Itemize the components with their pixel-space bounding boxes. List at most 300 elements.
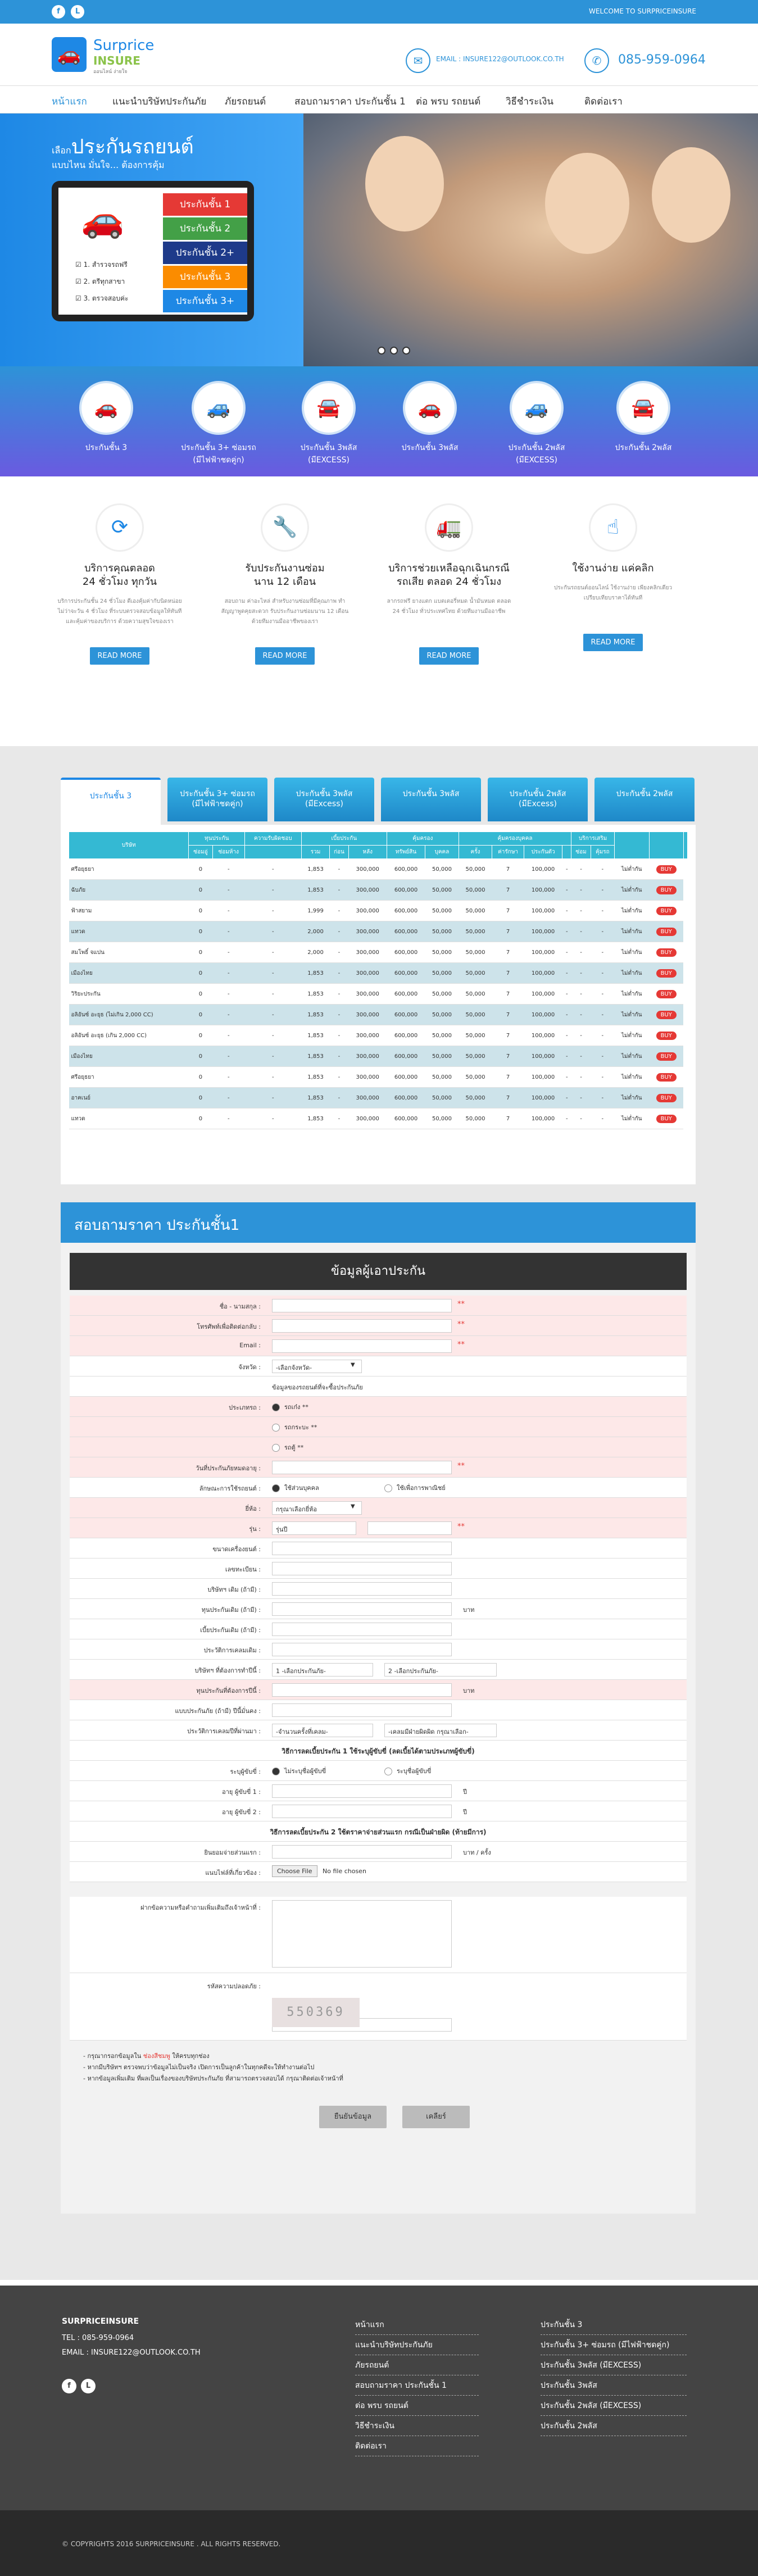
nav-item[interactable]: ต่อ พรบ รถยนต์ <box>416 96 481 107</box>
table-cell: 7 <box>492 1025 524 1046</box>
table-cell: - <box>562 1067 571 1088</box>
plan-item[interactable] <box>64 381 148 454</box>
field-label: อายุ ผู้ขับขี่ 1 : <box>222 1788 261 1796</box>
service-desc: บริการประกันชั้น 24 ชั่วโมง ตีเองคุ้มค่ากับนิดหน่อยไม่ว่าจะวัน 4 ชั่วโมง ที่ระบบตรวจสอบข้อมูลให้ทันที และคุ้มค่าของบริการ ด้วยความสุขใจของเรา <box>57 598 182 625</box>
table-cell: - <box>591 1025 614 1046</box>
text-input[interactable] <box>272 1542 452 1555</box>
radio-label: ระบุชื่อผู้ขับขี่ <box>397 1768 432 1775</box>
plan-label: ประกันชั้น 3พลัส <box>401 443 459 452</box>
company-name: อลิอันซ์ อะยุธ (ไม่เกิน 2,000 CC) <box>69 1005 189 1025</box>
table-cell: 7 <box>492 984 524 1005</box>
table-cell: 50,000 <box>459 921 492 942</box>
table-cell: 50,000 <box>459 1046 492 1067</box>
table-cell: 100,000 <box>524 984 562 1005</box>
main-nav <box>0 85 758 113</box>
field-label: ทุนประกันเดิม (ถ้ามี) : <box>201 1606 261 1614</box>
table-cell: 50,000 <box>459 901 492 921</box>
table-cell: ไม่ต่ำกัน <box>614 1108 649 1129</box>
buy-cell <box>649 1046 683 1067</box>
line-icon[interactable]: L <box>71 5 84 19</box>
field-label: Email : <box>239 1342 261 1349</box>
unit-label: บาท / ครั้ง <box>463 1849 491 1856</box>
unit-label: ปี <box>463 1809 467 1816</box>
site-logo[interactable] <box>52 34 209 76</box>
reset-button[interactable]: เคลียร์ <box>402 2106 470 2128</box>
text-input[interactable] <box>272 1845 452 1859</box>
table-cell: 7 <box>492 1067 524 1088</box>
buy-button[interactable]: BUY <box>656 886 677 894</box>
table-cell: - <box>330 1005 348 1025</box>
footer-link[interactable]: ประกันชั้น 3+ ซ่อมรถ (มีไฟฟ้าชดคู่ก) <box>541 2335 687 2355</box>
buy-cell <box>649 942 683 963</box>
table-cell: 1,853 <box>301 1088 330 1108</box>
table-cell: - <box>562 942 571 963</box>
captcha-row <box>70 1973 687 2041</box>
service-card <box>384 503 514 665</box>
unit-label: บาท <box>463 1687 475 1694</box>
radio-option[interactable] <box>384 1483 446 1493</box>
table-cell: - <box>591 963 614 984</box>
service-icon: 🔧 <box>261 503 309 552</box>
table-cell: 7 <box>492 859 524 880</box>
nav-item[interactable]: ภัยรถยนต์ <box>225 96 266 107</box>
footer-link[interactable]: สอบถามราคา ประกันชั้น 1 <box>355 2375 479 2396</box>
plan-item[interactable] <box>601 381 686 454</box>
table-cell: 1,853 <box>301 859 330 880</box>
company-name: อาคเนย์ <box>69 1088 189 1108</box>
radio-icon[interactable] <box>272 1444 280 1452</box>
text-input[interactable] <box>272 1683 452 1697</box>
hero-photo <box>303 113 758 366</box>
table-cell: - <box>591 1108 614 1129</box>
plan-item[interactable] <box>287 381 371 466</box>
text-input[interactable] <box>272 1623 452 1636</box>
header <box>0 24 758 85</box>
nav-item[interactable]: ติดต่อเรา <box>584 96 623 107</box>
buy-cell <box>649 1005 683 1025</box>
table-cell: 0 <box>189 984 212 1005</box>
table-cell: 1,853 <box>301 1005 330 1025</box>
person-face <box>545 153 629 254</box>
services-section <box>0 476 758 746</box>
table-cell: 50,000 <box>459 1067 492 1088</box>
car-icon: 🚙 <box>192 381 246 435</box>
footer-link[interactable]: ประกันชั้น 2พลัส <box>541 2416 687 2436</box>
buy-cell <box>649 1067 683 1088</box>
copyright-bar <box>0 2510 758 2576</box>
buy-button[interactable]: BUY <box>656 1032 677 1040</box>
buy-button[interactable]: BUY <box>656 907 677 915</box>
form-row <box>70 1821 687 1842</box>
company-name: ศรีอยุธยา <box>69 859 189 880</box>
unit-label: ปี <box>463 1788 467 1796</box>
table-row <box>69 859 688 880</box>
tab-plan[interactable]: ประกันชั้น 3 <box>61 778 161 825</box>
hero-title: เลือกประกันรถยนต์ <box>52 135 194 158</box>
col-resp: ความรับผิดชอบ <box>244 832 301 846</box>
footer-link[interactable]: วิธีชำระเงิน <box>355 2416 479 2436</box>
radio-option[interactable] <box>272 1422 317 1432</box>
table-cell: - <box>330 1088 348 1108</box>
col-person: คุ้มครองบุคคล <box>459 832 571 846</box>
table-cell: - <box>571 901 591 921</box>
table-cell: 600,000 <box>387 1088 425 1108</box>
table-cell: 0 <box>189 1046 212 1067</box>
table-cell: 600,000 <box>387 921 425 942</box>
buy-button[interactable]: BUY <box>656 1011 677 1019</box>
tab-plan[interactable]: ประกันชั้น 3พลัส (มีExcess) <box>274 778 374 821</box>
slider-dot[interactable] <box>378 347 385 355</box>
buy-cell <box>649 859 683 880</box>
buy-button[interactable]: BUY <box>656 865 677 874</box>
footer-menu <box>355 2315 479 2456</box>
text-input[interactable] <box>272 1703 452 1717</box>
buy-button[interactable]: BUY <box>656 1052 677 1061</box>
col-company: บริษัท <box>69 832 189 859</box>
service-icon: ⟳ <box>96 503 144 552</box>
field-label: วันที่ประกันภัยหมดอายุ : <box>196 1465 261 1472</box>
table-cell: 600,000 <box>387 1067 425 1088</box>
table-cell: - <box>562 859 571 880</box>
form-row <box>70 1559 687 1579</box>
text-input[interactable] <box>272 1602 452 1616</box>
table-cell: 0 <box>189 1108 212 1129</box>
nav-item[interactable]: แนะนำบริษัทประกันภัย <box>112 96 207 107</box>
table-cell: - <box>244 921 301 942</box>
table-cell: 0 <box>189 963 212 984</box>
text-input[interactable] <box>272 1784 452 1798</box>
select-dropdown[interactable]: -จำนวนครั้งที่เคลม- <box>272 1724 373 1737</box>
form-row <box>70 1741 687 1761</box>
table-cell: - <box>244 1088 301 1108</box>
service-desc: ประกันรถยนต์ออนไลน์ ใช้งานง่าย เพียงคลิกเดียว เปรียบเทียบราคาได้ทันที <box>553 585 673 601</box>
buy-button[interactable]: BUY <box>656 1115 677 1123</box>
plan-label: ประกันชั้น 2พลัส (มีEXCESS) <box>508 443 565 465</box>
message-textarea[interactable] <box>272 1900 452 1968</box>
service-title: ใช้งานง่าย แค่คลิก <box>572 562 654 574</box>
table-cell: 300,000 <box>348 1088 387 1108</box>
field-label: ประวัติการเคลมเดิม : <box>203 1647 261 1654</box>
service-card <box>220 503 350 665</box>
table-row <box>69 1067 688 1088</box>
radio-icon[interactable] <box>272 1484 280 1492</box>
table-cell: - <box>330 921 348 942</box>
price-section <box>0 746 758 2280</box>
buy-cell <box>649 880 683 901</box>
table-cell: ไม่ต่ำกัน <box>614 984 649 1005</box>
table-cell: 50,000 <box>425 859 459 880</box>
table-cell: 0 <box>189 880 212 901</box>
table-cell: 50,000 <box>459 1025 492 1046</box>
table-cell: - <box>562 963 571 984</box>
form-row <box>70 1639 687 1660</box>
table-cell: - <box>591 880 614 901</box>
field-label: ประวัติการเคลมปีที่ผ่านมา : <box>187 1728 261 1735</box>
nav-item[interactable]: หน้าแรก <box>52 96 87 107</box>
plan-item[interactable] <box>176 381 261 466</box>
text-input[interactable] <box>272 1805 452 1818</box>
read-more-button[interactable]: READ MORE <box>255 647 315 665</box>
table-cell: 1,853 <box>301 1108 330 1129</box>
footer-link[interactable]: แนะนำบริษัทประกันภัย <box>355 2335 479 2355</box>
footer-link[interactable]: ประกันชั้น 3พลัส <box>541 2375 687 2396</box>
text-input[interactable] <box>272 1339 452 1353</box>
table-cell: 50,000 <box>425 1025 459 1046</box>
field-label: ชื่อ - นามสกุล : <box>219 1303 261 1310</box>
table-cell: - <box>571 1067 591 1088</box>
radio-icon[interactable] <box>272 1403 280 1411</box>
captcha-label: รหัสความปลอดภัย : <box>207 1983 261 1990</box>
table-cell: - <box>330 963 348 984</box>
unit-label: บาท <box>463 1606 475 1614</box>
plan-strip <box>0 366 758 476</box>
read-more-button[interactable]: READ MORE <box>90 647 150 665</box>
footer-link[interactable]: ภัยรถยนต์ <box>355 2355 479 2375</box>
facebook-icon[interactable]: f <box>52 5 65 19</box>
plan-item[interactable] <box>388 381 472 454</box>
text-input[interactable]: รุ่นปี <box>272 1521 356 1535</box>
tab-plan[interactable]: ประกันชั้น 2พลัส (มีExcess) <box>488 778 588 821</box>
company-name: ฟ้าสยาม <box>69 901 189 921</box>
footer-tel: TEL : 085-959-0964 <box>62 2334 134 2342</box>
buy-button[interactable]: BUY <box>656 1094 677 1102</box>
table-cell: 7 <box>492 1005 524 1025</box>
table-cell: 1,853 <box>301 1025 330 1046</box>
table-cell: 7 <box>492 880 524 901</box>
select-dropdown[interactable]: -เคลมมีฝ่ายผิดผิด กรุณาเลือก- <box>384 1724 497 1737</box>
radio-icon[interactable] <box>272 1424 280 1432</box>
footer-line-icon[interactable]: L <box>81 2379 96 2393</box>
form-row <box>70 1457 687 1478</box>
slider-dot[interactable] <box>390 347 398 355</box>
table-cell: ไม่ต่ำกัน <box>614 1088 649 1108</box>
footer-link[interactable]: ประกันชั้น 3 <box>541 2315 687 2335</box>
table-cell: 600,000 <box>387 963 425 984</box>
footer-brand: SURPRICEINSURE <box>62 2317 139 2326</box>
table-row <box>69 1088 688 1108</box>
logo-line-1: Surprice <box>93 37 155 54</box>
car-logo-icon: 🚗 <box>52 37 87 72</box>
table-cell: 50,000 <box>425 880 459 901</box>
company-name: สมโพธิ์ จแปน <box>69 942 189 963</box>
table-cell: ไม่ต่ำกัน <box>614 1067 649 1088</box>
table-cell: 600,000 <box>387 1108 425 1129</box>
radio-option[interactable] <box>272 1402 308 1412</box>
footer-link[interactable]: ต่อ พรบ รถยนต์ <box>355 2396 479 2416</box>
read-more-button[interactable]: READ MORE <box>419 647 479 665</box>
footer <box>0 2286 758 2510</box>
table-cell: - <box>591 1088 614 1108</box>
slider-dot[interactable] <box>402 347 410 355</box>
buy-button[interactable]: BUY <box>656 990 677 998</box>
form-row <box>70 1376 687 1397</box>
select-dropdown[interactable]: 1 -เลือกประกันภัย- <box>272 1663 373 1677</box>
table-cell: - <box>212 880 244 901</box>
car-icon: 🚘 <box>616 381 670 435</box>
required-mark: ** <box>457 1523 465 1531</box>
radio-option[interactable] <box>272 1442 303 1452</box>
table-cell: 50,000 <box>459 942 492 963</box>
select-dropdown[interactable]: กรุณาเลือกยี่ห้อ <box>272 1501 362 1515</box>
radio-icon[interactable] <box>272 1768 280 1775</box>
field-label: บริษัทฯ เดิม (ถ้ามี) : <box>207 1586 261 1593</box>
table-cell: 50,000 <box>425 1067 459 1088</box>
buy-button[interactable]: BUY <box>656 948 677 957</box>
field-label: ยินยอมจ่ายส่วนแรก : <box>204 1849 261 1856</box>
message-row <box>70 1897 687 1973</box>
price-table: บริษัท ทุนประกัน ความรับผิดชอบ เบี้ยประกัน คุ้มครอง คุ้มครองบุคคล บริการเสริม ซ่อมอู่ ซ่อมห้าง รวม ก่อน หลัง ทรัพย์สิน บุคคล ครั้ง ค่ารักษา ประกันตัว ซ่อม คุ้มรถ ศรีอยุธยา 0 - - 1,853 - 300,000 600,000 50,000 50,000 7 100,000 - - - ไม่ต่ำกัน BUY ฉับภัย 0 - - 1,853 - 300,000 600,000 50,000 50,000 7 100,000 - - - ไม่ต่ำกัน BUY ฟ้าสยาม 0 - - 1,999 - 300,000 600,000 50,000 50,000 7 100,000 - - - ไม่ต่ำกัน BUY แทวด 0 - - 2,000 - 300,000 600,000 50,000 50,000 7 100,000 - - - ไม่ต่ำกัน BUY สมโพธิ์ จแปน 0 - - 2,000 - 300,000 600,000 50,000 50,000 7 100,000 - - - ไม่ต่ำกัน BUY เมืองไทย 0 - - 1,853 - 300,000 600,000 50,000 50,000 7 100,000 - - - ไม่ต่ำกัน BUY วิริยะประกัน 0 - - 1,853 - 300,000 600,000 50,000 50,000 7 100,000 - - - ไม่ต่ำกัน BUY อลิอันซ์ อะยุธ (ไม่เกิน 2,000 CC) 0 - - 1,853 - 300,000 600,000 50,000 50,000 7 100,000 - - - ไม่ต่ำกัน BUY อลิอันซ์ อะยุธ (เกิน 2,000 CC) 0 - - 1,853 - 300,000 600,000 50,000 50,000 7 100,000 - - - ไม่ต่ำกัน BUY เมืองไทย 0 - - 1,853 - 300,000 600,000 50,000 50,000 7 100,000 - - - ไม่ต่ำกัน BUY ศรีอยุธยา 0 - - 1,853 - 300,000 600,000 50,000 50,000 7 100,000 - - - ไม่ต่ำกัน BUY อาคเนย์ 0 - - 1,853 - 300,000 600,000 50,000 50,000 7 100,000 - - - ไม่ต่ำกัน BUY แทวด 0 - - 1,853 - 300,000 600,000 50,000 50,000 7 100,000 - - - ไม่ต่ำกัน BUY <box>69 832 688 1129</box>
buy-button[interactable]: BUY <box>656 1073 677 1082</box>
table-cell: 0 <box>189 1067 212 1088</box>
company-name: แทวด <box>69 921 189 942</box>
table-cell: 2,000 <box>301 921 330 942</box>
table-cell: 7 <box>492 921 524 942</box>
table-cell: 100,000 <box>524 1046 562 1067</box>
table-cell: 300,000 <box>348 921 387 942</box>
footer-facebook-icon[interactable]: f <box>62 2379 76 2393</box>
plan-label: ประกันชั้น 2พลัส <box>615 443 672 452</box>
header-phone[interactable]: 085-959-0964 <box>618 53 706 67</box>
table-cell: 7 <box>492 1108 524 1129</box>
table-cell: - <box>212 1025 244 1046</box>
form-row <box>70 1498 687 1518</box>
buy-button[interactable]: BUY <box>656 969 677 978</box>
service-card <box>55 503 184 665</box>
table-cell: 100,000 <box>524 942 562 963</box>
table-cell: 300,000 <box>348 1025 387 1046</box>
text-input[interactable] <box>367 1521 452 1535</box>
buy-cell <box>649 1108 683 1129</box>
file-status: No file chosen <box>323 1868 366 1875</box>
table-cell: ไม่ต่ำกัน <box>614 1005 649 1025</box>
quote-title: สอบถามราคา ประกันชั้น1 <box>61 1202 696 1243</box>
quote-subtitle: ข้อมูลผู้เอาประกัน <box>70 1253 687 1290</box>
table-cell: 50,000 <box>425 1088 459 1108</box>
table-cell: 1,853 <box>301 984 330 1005</box>
email-icon: ✉ <box>406 48 430 73</box>
table-cell: 50,000 <box>425 921 459 942</box>
table-cell: - <box>244 859 301 880</box>
required-mark: ** <box>457 1300 465 1309</box>
table-cell: - <box>212 1088 244 1108</box>
radio-icon[interactable] <box>384 1768 392 1775</box>
table-cell: 50,000 <box>425 1108 459 1129</box>
required-mark: ** <box>457 1462 465 1470</box>
quote-form <box>61 1202 696 2214</box>
company-name: อลิอันซ์ อะยุธ (เกิน 2,000 CC) <box>69 1025 189 1046</box>
form-row <box>70 1842 687 1862</box>
car-icon: 🚙 <box>510 381 564 435</box>
text-input[interactable] <box>272 1299 452 1312</box>
form-row <box>70 1619 687 1639</box>
select-dropdown[interactable]: -เลือกจังหวัด- <box>272 1360 362 1373</box>
hero-check-2: ☑ 2. ตรีทุกสาขา <box>75 278 125 285</box>
table-cell: - <box>330 880 348 901</box>
radio-label: รถกระบะ ** <box>284 1424 317 1431</box>
footer-link[interactable]: ประกันชั้น 3พลัส (มีEXCESS) <box>541 2355 687 2375</box>
plan-item[interactable] <box>494 381 579 466</box>
table-cell: - <box>562 901 571 921</box>
service-desc: ลากรถฟรี ยางแตก แบตเตอรี่หมด น้ำมันหมด ตลอด 24 ชั่วโมง ทั่วประเทศไทย ด้วยทีมงานมืออาชีพ <box>387 598 511 615</box>
company-name: เมืองไทย <box>69 1046 189 1067</box>
radio-label: รถตู้ ** <box>284 1444 304 1451</box>
submit-button[interactable]: ยืนยันข้อมูล <box>319 2106 387 2128</box>
text-input[interactable] <box>272 1461 452 1474</box>
radio-option[interactable] <box>384 1766 431 1776</box>
tab-plan[interactable]: ประกันชั้น 3+ ซ่อมรถ (มีไฟฟ้าชดคู่ก) <box>167 778 267 821</box>
form-row <box>70 1296 687 1316</box>
table-cell: 7 <box>492 901 524 921</box>
table-cell: 600,000 <box>387 984 425 1005</box>
select-dropdown[interactable]: 2 -เลือกประกันภัย- <box>384 1663 497 1677</box>
footer-link[interactable]: ติดต่อเรา <box>355 2436 479 2456</box>
tab-plan[interactable]: ประกันชั้น 3พลัส <box>381 778 481 821</box>
table-row <box>69 921 688 942</box>
table-cell: 1,853 <box>301 1046 330 1067</box>
price-table-wrap <box>61 825 696 1184</box>
buy-cell <box>649 963 683 984</box>
service-title: รับประกันงานซ่อม นาน 12 เดือน <box>245 562 325 588</box>
plan-label: ประกันชั้น 3 <box>85 443 128 452</box>
table-cell: 0 <box>189 921 212 942</box>
footer-link[interactable]: หน้าแรก <box>355 2315 479 2335</box>
table-cell: 50,000 <box>459 859 492 880</box>
text-input[interactable] <box>272 1582 452 1596</box>
table-cell: - <box>244 901 301 921</box>
nav-item[interactable]: วิธีชำระเงิน <box>506 96 553 107</box>
read-more-button[interactable]: READ MORE <box>583 634 643 651</box>
table-cell: - <box>212 921 244 942</box>
footer-link[interactable]: ประกันชั้น 2พลัส (มีEXCESS) <box>541 2396 687 2416</box>
table-cell: 100,000 <box>524 1067 562 1088</box>
field-label: ขนาดเครื่องยนต์ : <box>212 1546 261 1553</box>
radio-label: รถเก๋ง ** <box>284 1403 308 1411</box>
radio-option[interactable] <box>272 1766 326 1776</box>
plan-tabs <box>61 778 696 825</box>
table-cell: - <box>571 880 591 901</box>
choose-file-button[interactable]: Choose File <box>272 1865 317 1877</box>
plan-label: ประกันชั้น 3+ ซ่อมรถ (มีไฟฟ้าชดคู่ก) <box>181 443 256 465</box>
tab-plan[interactable]: ประกันชั้น 2พลัส <box>594 778 695 821</box>
chevron-down-icon: ▼ <box>351 1362 355 1368</box>
text-input[interactable] <box>272 1562 452 1575</box>
radio-icon[interactable] <box>384 1484 392 1492</box>
table-cell: ไม่ต่ำกัน <box>614 1046 649 1067</box>
table-cell: 100,000 <box>524 1108 562 1129</box>
top-bar <box>0 0 758 24</box>
header-email[interactable]: EMAIL : INSURE122@OUTLOOK.CO.TH <box>436 55 564 63</box>
table-cell: ไม่ต่ำกัน <box>614 942 649 963</box>
service-icon: 🚛 <box>425 503 473 552</box>
field-label: รุ่น : <box>249 1525 261 1533</box>
text-input[interactable] <box>272 1319 452 1333</box>
table-cell: 50,000 <box>425 984 459 1005</box>
nav-item[interactable]: สอบถามราคา ประกันชั้น 1 <box>294 96 406 107</box>
table-cell: 600,000 <box>387 880 425 901</box>
table-cell: 600,000 <box>387 1046 425 1067</box>
company-name: เมืองไทย <box>69 963 189 984</box>
car-icon: 🚘 <box>302 381 356 435</box>
tier-label: ประกันชั้น 3+ <box>163 290 247 312</box>
table-cell: - <box>212 1108 244 1129</box>
radio-option[interactable] <box>272 1483 319 1493</box>
buy-button[interactable]: BUY <box>656 928 677 936</box>
table-cell: - <box>591 859 614 880</box>
text-input[interactable] <box>272 1643 452 1656</box>
table-cell: 50,000 <box>459 963 492 984</box>
section-heading: วิธีการลดเบี้ยประกัน 1 ใช้ระบุผู้ขับขี่ (ลดเบี้ยได้ตามประเภทผู้ขับขี่) <box>282 1747 475 1755</box>
table-cell: - <box>571 1088 591 1108</box>
